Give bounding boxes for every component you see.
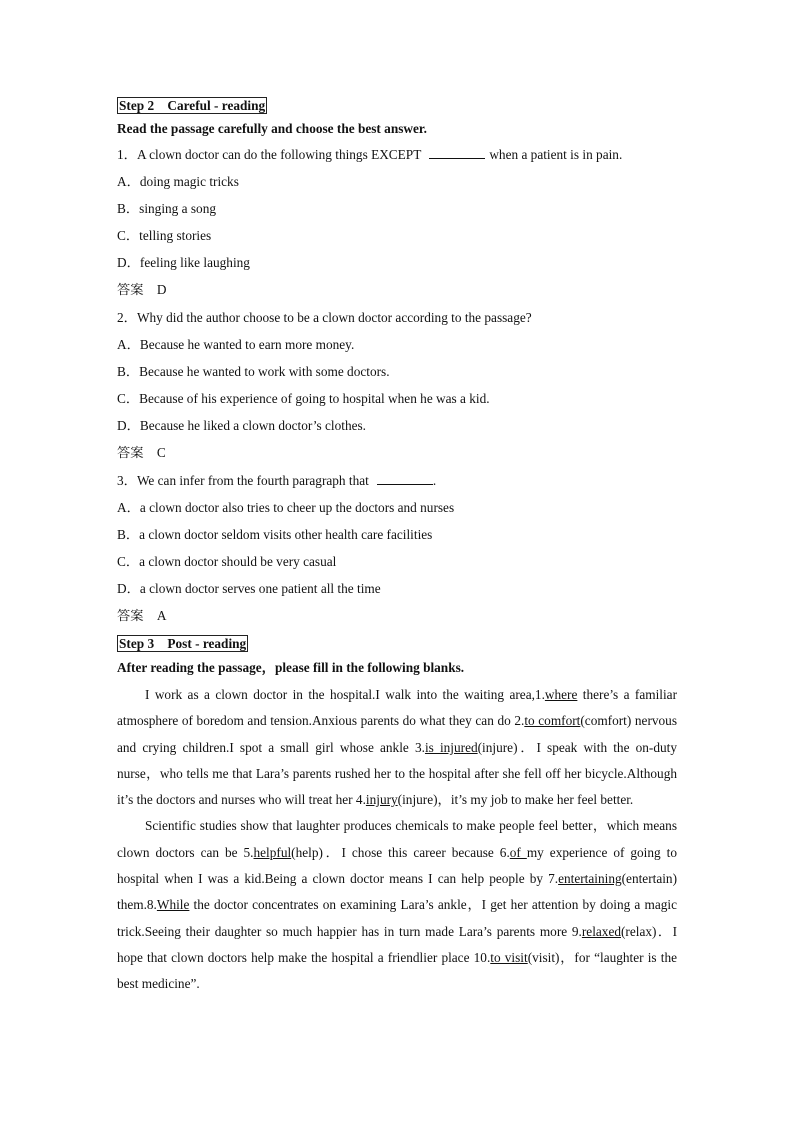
passage-text: my experience of going to hospital when I was a kid.Being a clown doctor means I can help people by 7. <box>117 844 677 887</box>
filled-answer: is injured <box>424 739 478 755</box>
passage <box>117 682 677 998</box>
q3-option-d: D．a clown doctor serves one patient all the time <box>117 581 381 596</box>
q3-option-a: A．a clown doctor also tries to cheer up the doctors and nurses <box>117 500 455 515</box>
passage-text: (injure)．I speak with the on-duty nurse，who tells me that Lara’s parents rushed her to the hospital after she fell off her bicycle.Although it’s the doctors and nurses who will treat her 4. <box>117 739 677 808</box>
q2-answer: 答案 C <box>117 445 166 460</box>
passage-text: (help)．I chose this career because 6. <box>291 844 510 860</box>
passage-text: (visit)，for “laughter is the best medicine”. <box>117 949 678 992</box>
q1-option-c: C．telling stories <box>117 228 212 243</box>
question-3-text: 3．We can infer from the fourth paragraph that <box>117 473 369 488</box>
filled-answer: While <box>156 897 190 913</box>
passage-text: there’s a familiar atmosphere of boredom and tension.Anxious parents do what they can do 2. <box>117 687 677 729</box>
passage-text: Scientific studies show that laughter produces chemicals to make people feel better，which means clown doctors can be 5. <box>117 818 677 860</box>
filled-answer: relaxed <box>581 923 621 939</box>
q2-option-a: A．Because he wanted to earn more money. <box>117 337 355 352</box>
step2-instruction: Read the passage carefully and choose the best answer. <box>117 121 427 136</box>
step3-heading <box>117 636 248 652</box>
filled-answer: injury <box>365 792 398 808</box>
q2-option-b: B．Because he wanted to work with some doctors. <box>117 364 390 379</box>
passage-text: (entertain) them.8. <box>117 871 677 913</box>
q2-option-d: D．Because he liked a clown doctor’s clothes. <box>117 418 366 433</box>
question-2-stem: 2．Why did the author choose to be a clown doctor according to the passage? <box>117 310 532 325</box>
answer-blank <box>377 473 433 485</box>
passage-text: (injure)，it’s my job to make her feel better. <box>397 792 634 808</box>
step2-title: Step 2 Careful - reading <box>119 98 266 113</box>
filled-answer: helpful <box>253 844 292 860</box>
passage-paragraph-2 <box>117 813 677 997</box>
q2-option-c: C．Because of his experience of going to hospital when he was a kid. <box>117 391 490 406</box>
q3-option-b: B．a clown doctor seldom visits other health care facilities <box>117 527 433 542</box>
question-1-stem <box>117 147 622 163</box>
filled-answer: of <box>509 844 527 860</box>
passage-text: (comfort) nervous and crying children.I spot a small girl whose ankle 3. <box>117 713 677 755</box>
step3-title: Step 3 Post - reading <box>119 636 247 651</box>
passage-text: (relax)．I hope that clown doctors help make the hospital a friendlier place 10. <box>117 923 677 965</box>
answer-blank <box>429 147 485 159</box>
step3-instruction: After reading the passage，please fill in the following blanks. <box>117 660 465 675</box>
question-1-text: 1．A clown doctor can do the following things EXCEPT <box>117 147 422 162</box>
q1-option-d: D．feeling like laughing <box>117 255 250 270</box>
q3-option-c: C．a clown doctor should be very casual <box>117 554 337 569</box>
q1-answer: 答案 D <box>117 282 167 297</box>
passage-paragraph-1 <box>117 682 677 813</box>
filled-answer: where <box>544 687 578 702</box>
q1-option-a: A．doing magic tricks <box>117 174 239 189</box>
q3-answer: 答案 A <box>117 608 167 623</box>
question-3-stem <box>117 473 436 489</box>
filled-answer: to visit <box>490 949 528 965</box>
passage-text: I work as a clown doctor in the hospital.I walk into the waiting area,1. <box>145 687 545 702</box>
filled-answer: entertaining <box>558 871 622 887</box>
question-1-text-after: when a patient is in pain. <box>489 147 623 162</box>
filled-answer: to comfort <box>524 713 581 729</box>
question-3-text-after: . <box>432 473 437 488</box>
passage-text: the doctor concentrates on examining Lara’s ankle，I get her attention by doing a magic trick.Seeing their daughter so much happier has in turn made Lara’s parents more 9. <box>117 897 677 939</box>
step2-heading <box>117 98 267 114</box>
q1-option-b: B．singing a song <box>117 201 216 216</box>
